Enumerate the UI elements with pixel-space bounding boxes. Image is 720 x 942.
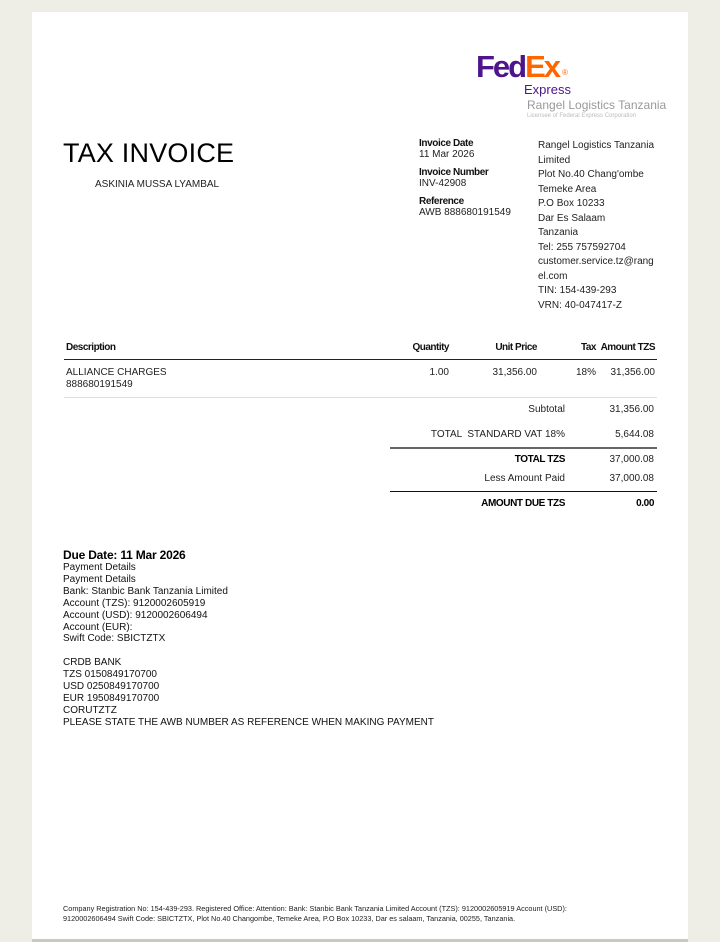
invoice-date-label: Invoice Date <box>419 138 474 149</box>
column-header-amount: Amount TZS <box>600 342 655 353</box>
row-amount: 31,356.00 <box>610 367 655 378</box>
column-header-unit-price: Unit Price <box>495 342 537 353</box>
amount-due-divider <box>390 491 657 492</box>
due-date: Due Date: 11 Mar 2026 <box>63 548 186 562</box>
logo-licensee-name: Rangel Logistics Tanzania <box>527 98 667 112</box>
reference: AWB 888680191549 <box>419 207 511 218</box>
invoice-meta <box>419 138 511 225</box>
company-address <box>538 139 668 313</box>
address-tin: TIN: 154-439-293 <box>538 285 617 296</box>
total-label: TOTAL TZS <box>514 454 565 465</box>
address-line: Limited <box>538 154 571 166</box>
logo-licensee-note: Licensee of Federal Express Corporation <box>527 113 637 119</box>
amount-due-row <box>390 498 657 512</box>
footer-line: Company Registration No: 154-439-293. Registered Office: Attention: Bank: Stanbic Bank Tanzania Limited Account (TZS): 9120002605919 Account (USD): <box>63 904 567 913</box>
address-email-cont: el.com <box>538 270 568 282</box>
reference-label: Reference <box>419 196 464 207</box>
payment-account-usd: Account (USD): 9120002606494 <box>63 609 208 621</box>
footer <box>63 904 643 924</box>
subtotal-row <box>390 404 657 418</box>
subtotal-label: Subtotal <box>528 404 565 415</box>
total-row <box>390 454 657 468</box>
crdb-swift: CORUTZTZ <box>63 704 117 716</box>
subtotal-value: 31,356.00 <box>609 404 654 415</box>
row-unit-price: 31,356.00 <box>492 367 537 378</box>
vat-row <box>390 429 657 443</box>
paid-row <box>390 473 657 487</box>
address-line: Tanzania <box>538 227 579 238</box>
address-phone: Tel: 255 757592704 <box>538 241 626 253</box>
row-quantity: 1.00 <box>429 367 449 378</box>
address-line: Dar Es Salaam <box>538 212 606 224</box>
column-header-quantity: Quantity <box>412 342 449 353</box>
invoice-number-label: Invoice Number <box>419 167 489 178</box>
amount-due-label: AMOUNT DUE TZS <box>481 498 565 509</box>
fedex-logo <box>476 50 688 134</box>
paid-label: Less Amount Paid <box>484 473 565 484</box>
invoice-page <box>32 12 688 939</box>
payment-details <box>63 548 434 729</box>
customer-name: ASKINIA MUSSA LYAMBAL <box>95 179 220 190</box>
logo-ex: Ex <box>525 49 560 84</box>
invoice-number: INV-42908 <box>419 178 467 189</box>
crdb-eur: EUR 1950849170700 <box>63 693 160 705</box>
row-description: ALLIANCE CHARGES <box>66 367 167 378</box>
address-line: Plot No.40 Chang'ombe <box>538 169 644 180</box>
column-header-tax: Tax <box>581 342 596 353</box>
address-line: Temeke Area <box>538 183 597 195</box>
registered-mark-icon: ® <box>562 68 568 77</box>
payment-note: PLEASE STATE THE AWB NUMBER AS REFERENCE WHEN MAKING PAYMENT <box>63 716 434 728</box>
total-value: 37,000.08 <box>609 454 654 465</box>
payment-swift: Swift Code: SBICTZTX <box>63 633 166 645</box>
row-sub-description: 888680191549 <box>66 379 133 390</box>
page-title: TAX INVOICE <box>63 138 235 168</box>
totals-divider <box>390 447 657 449</box>
address-email: customer.service.tz@rang <box>538 256 654 267</box>
vat-value: 5,644.08 <box>615 429 654 440</box>
row-divider <box>64 397 657 398</box>
amount-due-value: 0.00 <box>636 498 654 509</box>
crdb-bank: CRDB BANK <box>63 657 122 669</box>
crdb-tzs: TZS 0150849170700 <box>63 669 157 681</box>
vat-label: TOTAL STANDARD VAT 18% <box>430 429 565 440</box>
invoice-date: 11 Mar 2026 <box>419 149 475 160</box>
address-line: Rangel Logistics Tanzania <box>538 140 655 151</box>
logo-fed: Fed <box>476 49 526 84</box>
footer-line: 9120002606494 Swift Code: SBICTZTX, Plot No.40 Changombe, Temeke Area, P.O Box 10233, Dar es salaam, Tanzania, 00255, Tanzania. <box>63 914 516 923</box>
payment-account-eur: Account (EUR): <box>63 621 133 633</box>
header-divider <box>64 359 657 360</box>
payment-account-tzs: Account (TZS): 9120002605919 <box>63 597 206 609</box>
crdb-usd: USD 0250849170700 <box>63 681 160 693</box>
payment-line: Payment Details <box>63 573 136 585</box>
address-vrn: VRN: 40-047417-Z <box>538 299 622 311</box>
payment-bank: Bank: Stanbic Bank Tanzania Limited <box>63 585 228 597</box>
paid-value: 37,000.08 <box>609 473 654 484</box>
payment-line: Payment Details <box>63 562 136 573</box>
row-tax: 18% <box>575 367 596 378</box>
address-line: P.O Box 10233 <box>538 198 605 209</box>
logo-express: Express <box>524 82 571 97</box>
column-header-description: Description <box>66 342 116 353</box>
